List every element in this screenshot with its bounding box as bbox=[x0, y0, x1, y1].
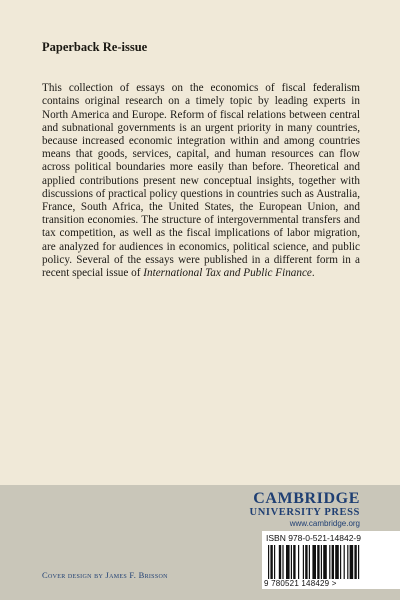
journal-title: International Tax and Public Finance bbox=[143, 267, 312, 280]
publisher-name-line2: UNIVERSITY PRESS bbox=[249, 507, 360, 518]
barcode-icon bbox=[268, 545, 394, 579]
blurb-main-text: This collection of essays on the economics of fiscal federalism contains original research on a timely topic by leading experts in North America and Europe. Reform of fiscal relations between central and subnational governments is an urgent priority in many countries, because increased economic integration within and among countries means that goods, services, capital, and human resources can flow across political boundaries more easily than before. Theoretical and applied contributions present new conceptual insights, together with discussions of practical policy questions in countries such as Australia, France, South Africa, the United States, the European Union, and transition economies. The structure of intergovernmental transfers and tax competition, as well as the fiscal implications of labor migration, are analyzed for audiences in economics, political science, and public policy. Several of the essays were published in a different form in a recent special issue of bbox=[42, 82, 360, 280]
publisher-logo bbox=[250, 491, 360, 529]
barcode-digits: 9 780521 148429 > bbox=[264, 579, 337, 588]
reissue-heading: Paperback Re-issue bbox=[42, 40, 148, 54]
isbn-label: ISBN 978-0-521-14842-9 bbox=[266, 533, 361, 543]
publisher-url: www.cambridge.org bbox=[289, 519, 360, 528]
book-description bbox=[42, 82, 360, 280]
publisher-name-line1: CAMBRIDGE bbox=[253, 490, 360, 507]
blurb-end: . bbox=[311, 267, 315, 280]
cover-design-credit: Cover design by James F. Brisson bbox=[42, 570, 168, 580]
barcode-panel bbox=[262, 531, 400, 589]
